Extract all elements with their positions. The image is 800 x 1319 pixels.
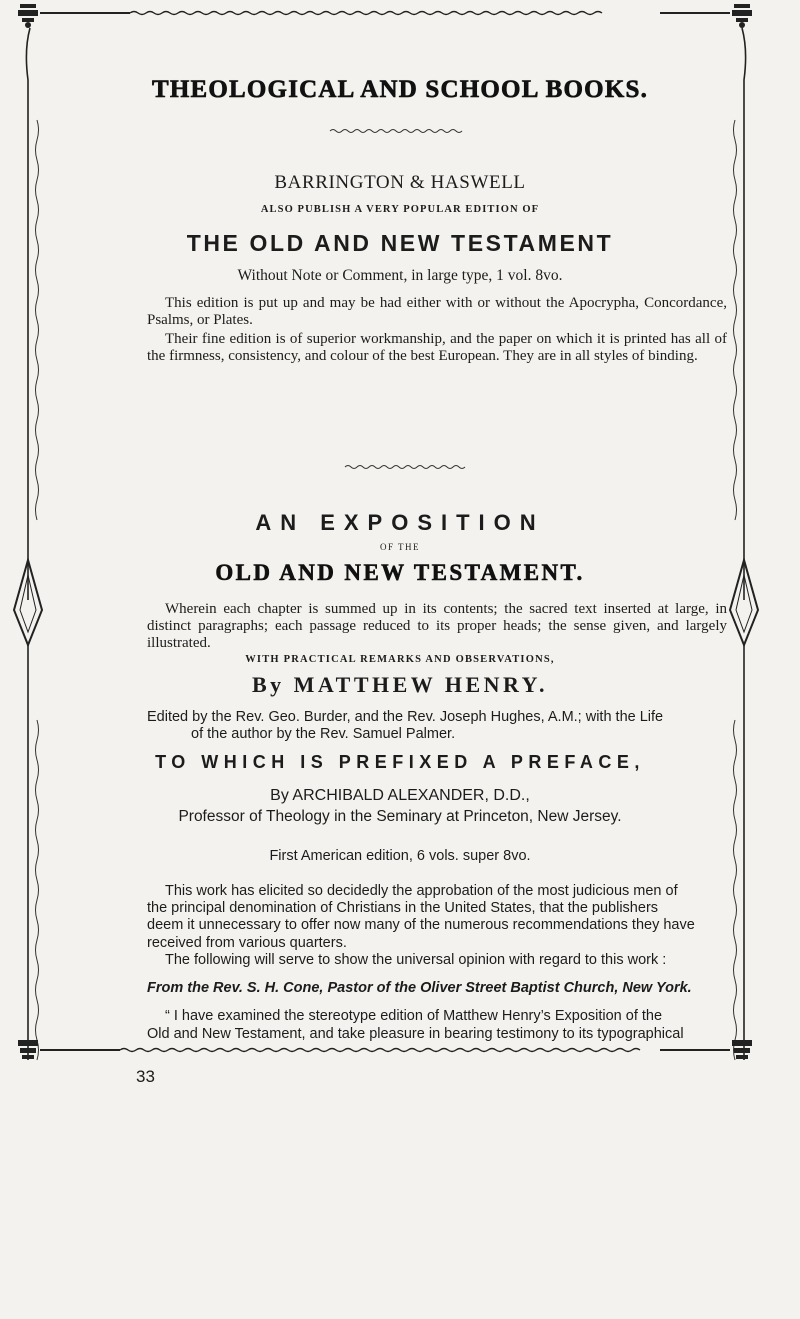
book-subtitle: Without Note or Comment, in large type, 1 vol. 8vo. — [237, 267, 563, 284]
testimonial-quote — [147, 1008, 729, 1043]
corner-ornament-top-left — [18, 4, 38, 28]
approbation-line: deem it unnecessary to offer now many of the numerous recommendations they have — [147, 917, 695, 934]
page-number: 33 — [136, 1067, 155, 1086]
publisher-name: BARRINGTON & HASWELL — [274, 172, 526, 193]
approbation-paragraph — [147, 883, 729, 969]
corner-ornament-bottom-left — [18, 1040, 38, 1059]
description-paragraph-2 — [147, 331, 727, 365]
prefixed-line: TO WHICH IS PREFIXED A PREFACE, — [155, 752, 645, 772]
approbation-line: This work has elicited so decidedly the approbation of the most judicious men of — [165, 883, 678, 899]
description-text-1: This edition is put up and may be had either with or without the Apocrypha, Concordance, Psalms, or Plates. — [147, 295, 727, 328]
practical-remarks-line: WITH PRACTICAL REMARKS AND OBSERVATIONS, — [245, 654, 555, 665]
top-border-rule — [40, 12, 730, 15]
of-the-label: OF THE — [379, 542, 421, 552]
wherein-paragraph — [147, 601, 727, 652]
edition-line: First American edition, 6 vols. super 8vo. — [269, 848, 531, 864]
small-wave-ornament-1 — [330, 130, 462, 133]
testimonial-line: “ I have examined the stereotype edition of Matthew Henry’s Exposition of the — [165, 1008, 663, 1024]
also-publish-line: ALSO PUBLISH A VERY POPULAR EDITION OF — [260, 204, 540, 215]
testament-title: OLD AND NEW TESTAMENT. — [215, 560, 585, 585]
approbation-line: the principal denomination of Christians in the United States, that the publishers — [147, 900, 659, 917]
edited-by-block — [147, 709, 727, 743]
exposition-title: AN EXPOSITION — [255, 510, 545, 535]
corner-ornament-bottom-right — [732, 1040, 752, 1059]
approbation-line: The following will serve to show the universal opinion with regard to this work : — [165, 951, 667, 968]
author-line: By MATTHEW HENRY. — [251, 672, 549, 697]
testimonial-line: Old and New Testament, and take pleasure in bearing testimony to its typographical — [147, 1025, 684, 1042]
description-paragraph-1 — [147, 295, 727, 329]
testimonial-source: From the Rev. S. H. Cone, Pastor of the Oliver Street Baptist Church, New York. — [147, 980, 692, 996]
preface-author: By ARCHIBALD ALEXANDER, D.D., — [270, 787, 530, 804]
approbation-line: received from various quarters. — [147, 934, 347, 951]
edited-line-2: of the author by the Rev. Samuel Palmer. — [191, 726, 456, 742]
preface-author-title: Professor of Theology in the Seminary at Princeton, New Jersey. — [178, 808, 622, 825]
small-wave-ornament-2 — [345, 466, 465, 469]
book-title: THE OLD AND NEW TESTAMENT — [186, 230, 614, 256]
edited-line-1: Edited by the Rev. Geo. Burder, and the Rev. Joseph Hughes, A.M.; with the Life — [147, 709, 664, 725]
wherein-text: Wherein each chapter is summed up in its contents; the sacred text inserted at large, in distinct paragraphs; each passage reduced to its proper heads; the sense given, and largely illustrated. — [147, 601, 727, 651]
description-text-2: Their fine edition is of superior workmanship, and the paper on which it is printed has all of the firmness, consistency, and colour of the best European. They are in all styles of binding. — [147, 331, 727, 364]
page-heading: THEOLOGICAL AND SCHOOL BOOKS. — [151, 76, 649, 103]
bottom-border-rule — [40, 1049, 730, 1052]
corner-ornament-top-right — [732, 4, 752, 28]
